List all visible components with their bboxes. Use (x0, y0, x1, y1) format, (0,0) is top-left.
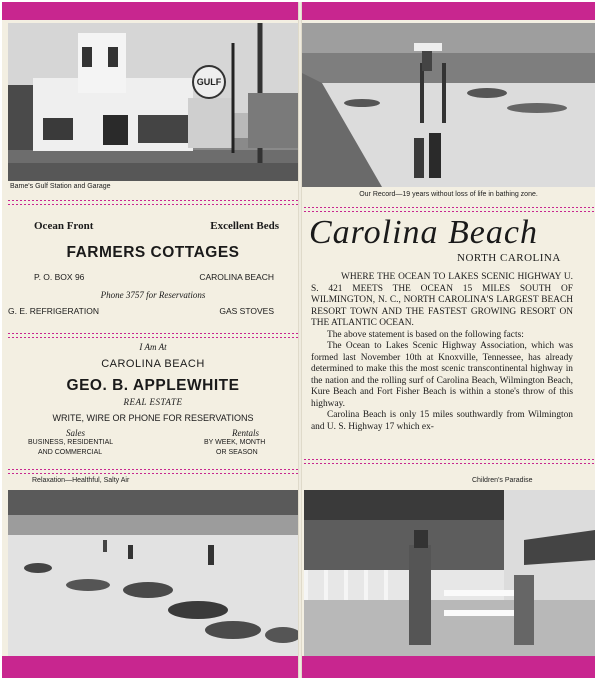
sales-head: Sales (66, 428, 85, 438)
sales-line-2: AND COMMERCIAL (38, 449, 103, 456)
town-name: CAROLINA BEACH (199, 272, 274, 282)
po-box: P. O. BOX 96 (34, 272, 85, 282)
applewhite-name: GEO. B. APPLEWHITE (66, 377, 240, 394)
location-line: CAROLINA BEACH (101, 358, 205, 370)
paragraph-3: Carolina Beach is only 15 miles southwardly from Wilmington and U. S. Highway 17 which ex- (311, 410, 573, 432)
relaxation-caption: Relaxation—Healthful, Salty Air (32, 477, 130, 484)
ocean-front-label: Ocean Front (34, 220, 94, 232)
refrigeration-feature: G. E. REFRIGERATION (8, 306, 99, 316)
rentals-line-2: OR SEASON (216, 449, 258, 456)
real-estate-line: REAL ESTATE (123, 397, 183, 407)
excellent-beds-label: Excellent Beds (210, 220, 279, 232)
article-title: Carolina Beach (309, 214, 538, 251)
article (307, 214, 592, 454)
divider (304, 207, 595, 212)
rentals-head: Rentals (232, 428, 259, 438)
sales-line-1: BUSINESS, RESIDENTIAL (28, 439, 114, 446)
gas-stoves-feature: GAS STOVES (219, 306, 274, 316)
divider (304, 459, 595, 464)
lifeguard-photo (302, 23, 595, 187)
gulf-sign: GULF (192, 65, 226, 99)
rentals-line-1: BY WEEK, MONTH (204, 439, 266, 446)
lead-paragraph: WHERE THE OCEAN TO LAKES SCENIC HIGHWAY U. S. 421 MEETS THE OCEAN 15 MILES SOUTH OF WILMINGTON, N. C., NORTH CAROLINA'S LARGEST BEACH RESORT TOWN AND THE FASTEST GROWING RESORT ON THE ATLANTIC OCEAN. (311, 272, 573, 328)
lifeguard-caption: Our Record—19 years without loss of life in bathing zone. (359, 191, 538, 198)
intro-line: I Am At (139, 342, 167, 352)
contact-line: WRITE, WIRE OR PHONE FOR RESERVATIONS (52, 413, 254, 423)
gulf-station-caption: Bame's Gulf Station and Garage (10, 183, 111, 190)
sales-block (28, 428, 148, 456)
sunbathers-photo (8, 490, 298, 656)
farmers-cottages-ad (8, 208, 298, 328)
phone-line: Phone 3757 for Reservations (100, 290, 206, 300)
farmers-cottages-name: FARMERS COTTAGES (66, 244, 240, 261)
article-subtitle: NORTH CAROLINA (457, 252, 561, 264)
childrens-caption: Children's Paradise (472, 477, 533, 484)
paragraph-2: The Ocean to Lakes Scenic Highway Association, which was formed last November 10th at Knoxville, Tennessee, has already determined to make this the most scenic transcontinental highway in the nation and the rolling surf of Carolina Beach, Wilmington Beach, Kure Beach and Fort Fisher Beach is within a stone's throw of this highway. (311, 341, 573, 409)
divider (8, 333, 298, 338)
divider (8, 469, 298, 474)
paragraph-1: The above statement is based on the following facts: (327, 329, 524, 340)
article-body (311, 272, 573, 433)
applewhite-ad (8, 340, 298, 466)
divider (8, 200, 298, 205)
brochure-sheet (2, 2, 595, 678)
rentals-block (204, 428, 294, 456)
carousel-photo (304, 490, 595, 656)
gulf-station-photo (8, 23, 298, 181)
